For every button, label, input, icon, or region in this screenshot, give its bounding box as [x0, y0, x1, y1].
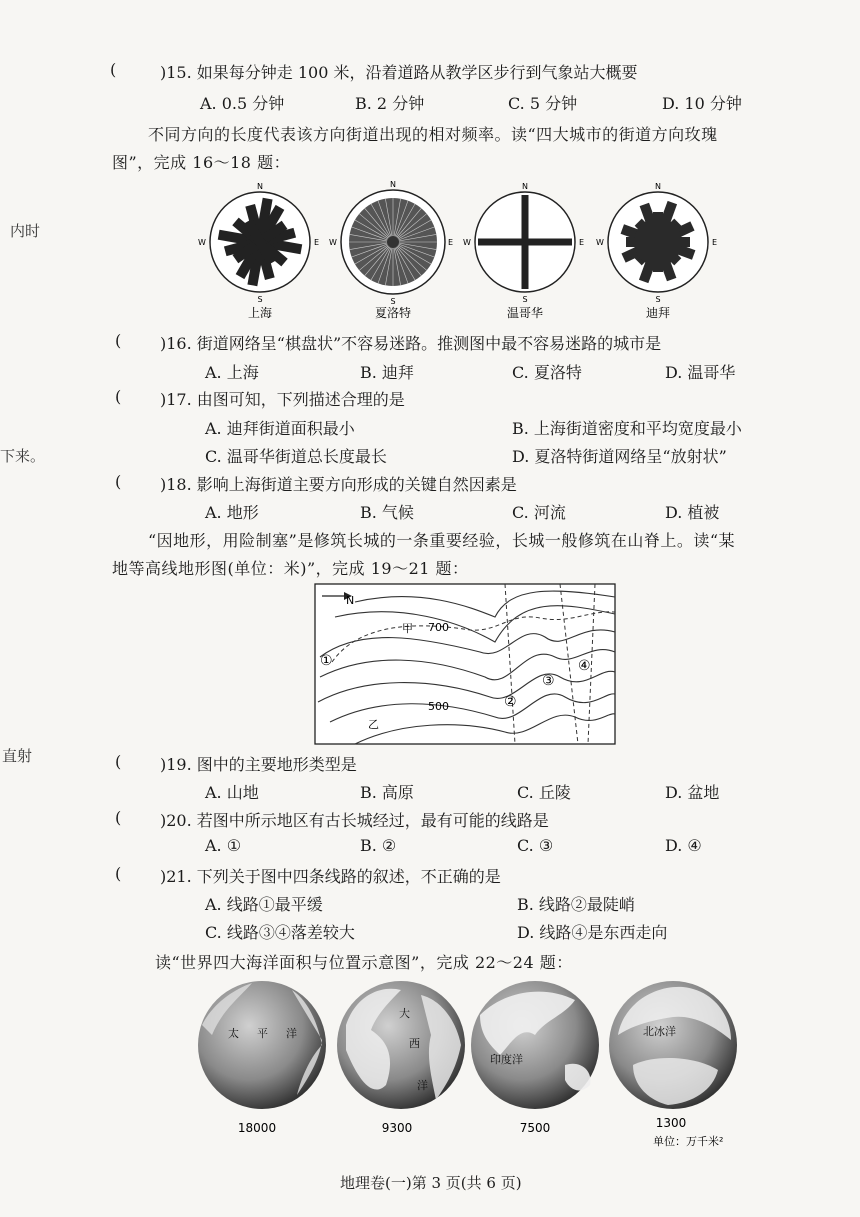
city-label-vancouver: 温哥华	[506, 306, 544, 320]
svg-text:W: W	[463, 238, 471, 247]
svg-text:N: N	[390, 180, 396, 189]
q15-option-d: D. 10 分钟	[662, 94, 742, 113]
page-footer: 地理卷(一)第 3 页(共 6 页)	[340, 1174, 522, 1192]
rose-shanghai	[198, 182, 319, 304]
q16-option-d: D. 温哥华	[665, 363, 736, 382]
city-label-dubai: 迪拜	[645, 306, 671, 320]
rose-charlotte	[329, 180, 453, 306]
question-17-stem: )17. 由图可知，下列描述合理的是	[160, 390, 405, 409]
area-atlantic: 9300	[381, 1121, 413, 1135]
svg-text:洋: 洋	[417, 1079, 428, 1092]
q21-option-d: D. 线路④是东西走向	[517, 923, 668, 942]
question-18-stem: )18. 影响上海街道主要方向形成的关键自然因素是	[160, 475, 517, 494]
area-arctic: 1300	[655, 1116, 687, 1130]
route-3-label: ③	[542, 673, 555, 689]
area-unit: 单位：万千米²	[653, 1135, 724, 1148]
svg-text:E: E	[579, 238, 585, 247]
intro-16-line1: 不同方向的长度代表该方向街道出现的相对频率。读“四大城市的街道方向玫瑰	[148, 125, 718, 144]
margin-note-1: 内时	[10, 222, 41, 240]
svg-text:E: E	[448, 238, 454, 247]
svg-text:N: N	[655, 182, 661, 191]
q16-option-b: B. 迪拜	[360, 363, 414, 382]
intro-16-line2: 图”，完成 16～18 题：	[112, 153, 291, 172]
svg-text:S: S	[390, 297, 396, 306]
street-rose-diagrams	[195, 175, 755, 325]
q21-option-a: A. 线路①最平缓	[205, 895, 323, 914]
q19-option-d: D. 盆地	[665, 783, 720, 802]
q20-option-c: C. ③	[517, 836, 554, 855]
svg-text:北冰洋: 北冰洋	[643, 1025, 676, 1038]
globe-indian	[471, 981, 599, 1109]
city-label-charlotte: 夏洛特	[374, 306, 412, 320]
contour-500-label: 500	[428, 700, 449, 713]
q15-option-c: C. 5 分钟	[508, 94, 578, 113]
q15-option-b: B. 2 分钟	[355, 94, 425, 113]
label-yi: 乙	[368, 718, 379, 731]
svg-text:太: 太	[228, 1027, 239, 1040]
answer-paren-21: (	[115, 864, 122, 883]
svg-text:洋: 洋	[286, 1027, 297, 1040]
q17-option-b: B. 上海街道密度和平均宽度最小	[512, 419, 742, 438]
question-19-stem: )19. 图中的主要地形类型是	[160, 755, 357, 774]
globe-pacific	[198, 981, 326, 1109]
route-2-label: ②	[504, 694, 517, 710]
globe-atlantic	[337, 981, 465, 1109]
area-indian: 7500	[519, 1121, 551, 1135]
q20-option-a: A. ①	[205, 836, 242, 855]
globe-arctic	[609, 981, 737, 1109]
intro-19-line1: “因地形，用险制塞”是修筑长城的一条重要经验，长城一般修筑在山脊上。读“某	[148, 531, 736, 550]
q18-option-a: A. 地形	[205, 503, 259, 522]
q19-option-b: B. 高原	[360, 783, 414, 802]
q17-option-d: D. 夏洛特街道网络呈“放射状”	[512, 447, 727, 466]
q15-option-a: A. 0.5 分钟	[200, 94, 285, 113]
rose-dubai	[596, 182, 717, 304]
svg-text:大: 大	[399, 1007, 410, 1020]
q17-option-a: A. 迪拜街道面积最小	[205, 419, 355, 438]
svg-text:S: S	[655, 295, 661, 304]
q16-option-a: A. 上海	[205, 363, 259, 382]
answer-paren-15: (	[110, 60, 117, 79]
city-label-shanghai: 上海	[247, 306, 273, 320]
intro-22-line1: 读“世界四大海洋面积与位置示意图”，完成 22～24 题：	[155, 953, 573, 972]
route-4-label: ④	[578, 658, 591, 674]
svg-text:N: N	[522, 182, 528, 191]
contour-700-label: 700	[428, 621, 449, 634]
answer-paren-16: (	[115, 331, 122, 350]
contour-map	[310, 582, 620, 747]
svg-text:W: W	[329, 238, 337, 247]
answer-paren-19: (	[115, 752, 122, 771]
answer-paren-17: (	[115, 387, 122, 406]
svg-text:W: W	[596, 238, 604, 247]
q19-option-c: C. 丘陵	[517, 783, 571, 802]
margin-note-2: 下来。	[0, 447, 46, 465]
svg-text:W: W	[198, 238, 206, 247]
question-20-stem: )20. 若图中所示地区有古长城经过，最有可能的线路是	[160, 811, 549, 830]
margin-note-3: 直射	[2, 747, 33, 765]
area-pacific: 18000	[237, 1121, 277, 1135]
svg-text:E: E	[712, 238, 718, 247]
q16-option-c: C. 夏洛特	[512, 363, 582, 382]
q20-option-b: B. ②	[360, 836, 397, 855]
route-1-label: ①	[320, 653, 333, 669]
question-21-stem: )21. 下列关于图中四条线路的叙述，不正确的是	[160, 867, 501, 886]
q18-option-c: C. 河流	[512, 503, 566, 522]
svg-text:平: 平	[257, 1027, 268, 1040]
ocean-globes	[195, 975, 765, 1155]
svg-text:N: N	[257, 182, 263, 191]
svg-text:S: S	[257, 295, 263, 304]
svg-text:S: S	[522, 295, 528, 304]
q20-option-d: D. ④	[665, 836, 702, 855]
q21-option-b: B. 线路②最陡峭	[517, 895, 635, 914]
q18-option-d: D. 植被	[665, 503, 720, 522]
question-16-stem: )16. 街道网络呈“棋盘状”不容易迷路。推测图中最不容易迷路的城市是	[160, 334, 662, 353]
intro-19-line2: 地等高线地形图(单位：米)”，完成 19～21 题：	[112, 559, 469, 578]
svg-text:E: E	[314, 238, 320, 247]
rose-vancouver	[463, 182, 584, 304]
svg-text:西: 西	[409, 1037, 420, 1050]
svg-text:印度洋: 印度洋	[490, 1053, 523, 1066]
q19-option-a: A. 山地	[205, 783, 259, 802]
question-15-stem: )15. 如果每分钟走 100 米，沿着道路从教学区步行到气象站大概要	[160, 63, 638, 82]
q17-option-c: C. 温哥华街道总长度最长	[205, 447, 387, 466]
north-arrow-label: N	[346, 594, 355, 607]
answer-paren-18: (	[115, 472, 122, 491]
label-jia: 甲	[402, 622, 413, 635]
q18-option-b: B. 气候	[360, 503, 414, 522]
answer-paren-20: (	[115, 808, 122, 827]
q21-option-c: C. 线路③④落差较大	[205, 923, 355, 942]
